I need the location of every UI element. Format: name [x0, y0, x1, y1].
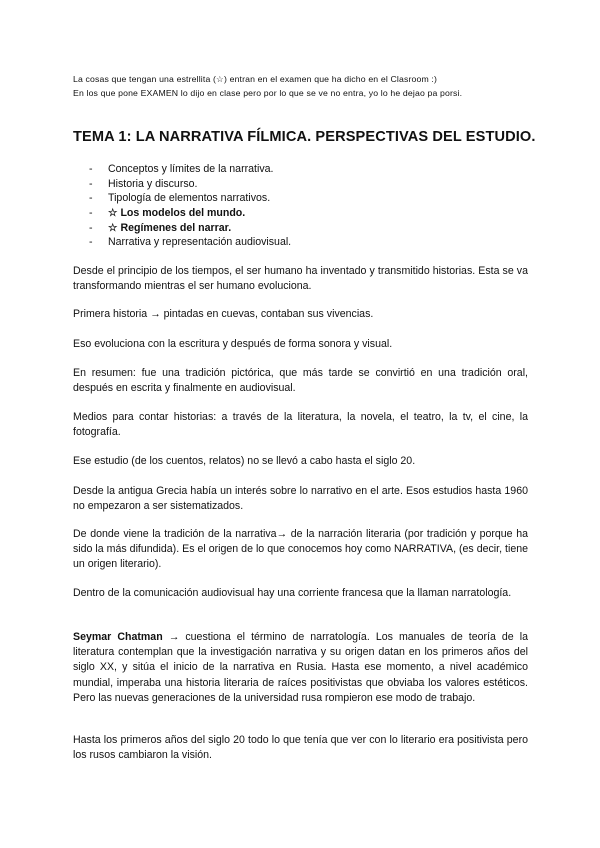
page-title: TEMA 1: LA NARRATIVA FÍLMICA. PERSPECTIVAS DEL ESTUDIO.	[73, 129, 536, 145]
list-bullet: -	[89, 236, 93, 249]
paragraph: Hasta los primeros años del siglo 20 todo lo que tenía que ver con lo literario era positivista pero los rusos cambiaron la visión.	[73, 734, 528, 762]
list-bullet: -	[89, 177, 93, 190]
paragraph: Desde la antigua Grecia había un interés sobre lo narrativo en el arte. Esos estudios hasta 1960 no empezaron a ser sistematizados.	[73, 485, 528, 513]
topic-label: Historia y discurso.	[108, 177, 198, 190]
list-bullet: -	[89, 192, 93, 205]
list-bullet: -	[89, 163, 93, 175]
topic-list	[73, 162, 533, 250]
topic-item	[73, 162, 533, 177]
topic-item	[73, 191, 533, 206]
topic-label: Narrativa y representación audiovisual.	[108, 236, 292, 249]
author-note	[73, 72, 553, 100]
topic-item	[73, 235, 533, 250]
author-note-line: La cosas que tengan una estrellita (☆) entran en el examen que ha dicho en el Clasroom :)	[73, 74, 438, 84]
topic-label: ☆ Los modelos del mundo.	[108, 207, 246, 220]
list-bullet: -	[89, 221, 93, 234]
topic-item-starred	[73, 221, 533, 236]
paragraph-text: → cuestiona el término de narratología. Los manuales de teoría de la literatura contemplan que la investigación narrativa y su origen datan en los primeros años del siglo XX, y sitúa el inicio de la narrativa en Rusia. Hasta ese momento, a nivel académico mundial, imperaba una historia literaria de raíces positivistas que obviaba los valores estéticos. Pero las nuevas generaciones de la universidad rusa rompieron ese modo de trabajo.	[73, 631, 528, 704]
author-note-line: En los que pone EXAMEN lo dijo en clase pero por lo que se ve no entra, yo lo he dejao pa porsi.	[73, 88, 463, 98]
paragraph: En resumen: fue una tradición pictórica, que más tarde se convirtió en una tradición oral, después en escrita y finalmente en audiovisual.	[73, 367, 528, 395]
author-name: Seymar Chatman	[73, 631, 163, 643]
topic-item-starred	[73, 206, 533, 221]
paragraph: Primera historia → pintadas en cuevas, contaban sus vivencias.	[73, 308, 374, 320]
paragraph: Ese estudio (de los cuentos, relatos) no se llevó a cabo hasta el siglo 20.	[73, 455, 416, 467]
paragraph	[73, 630, 528, 706]
topic-label: ☆ Regímenes del narrar.	[108, 221, 232, 234]
paragraph: Dentro de la comunicación audiovisual hay una corriente francesa que la llaman narratología.	[73, 587, 512, 599]
paragraph: De donde viene la tradición de la narrativa→ de la narración literaria (por tradición y porque ha sido la más difundida). Es el origen de lo que conocemos hoy como NARRATIVA, (es decir, tiene un origen literario).	[73, 528, 528, 571]
paragraph: Medios para contar historias: a través de la literatura, la novela, el teatro, la tv, el cine, la fotografía.	[73, 411, 528, 439]
topic-item	[73, 177, 533, 192]
paragraph: Eso evoluciona con la escritura y después de forma sonora y visual.	[73, 338, 393, 350]
topic-label: Tipología de elementos narrativos.	[108, 192, 271, 205]
paragraph: Desde el principio de los tiempos, el ser humano ha inventado y transmitido historias. Esta se va transformando mientras el ser humano evoluciona.	[73, 265, 528, 293]
topic-label: Conceptos y límites de la narrativa.	[108, 163, 274, 175]
list-bullet: -	[89, 207, 93, 220]
